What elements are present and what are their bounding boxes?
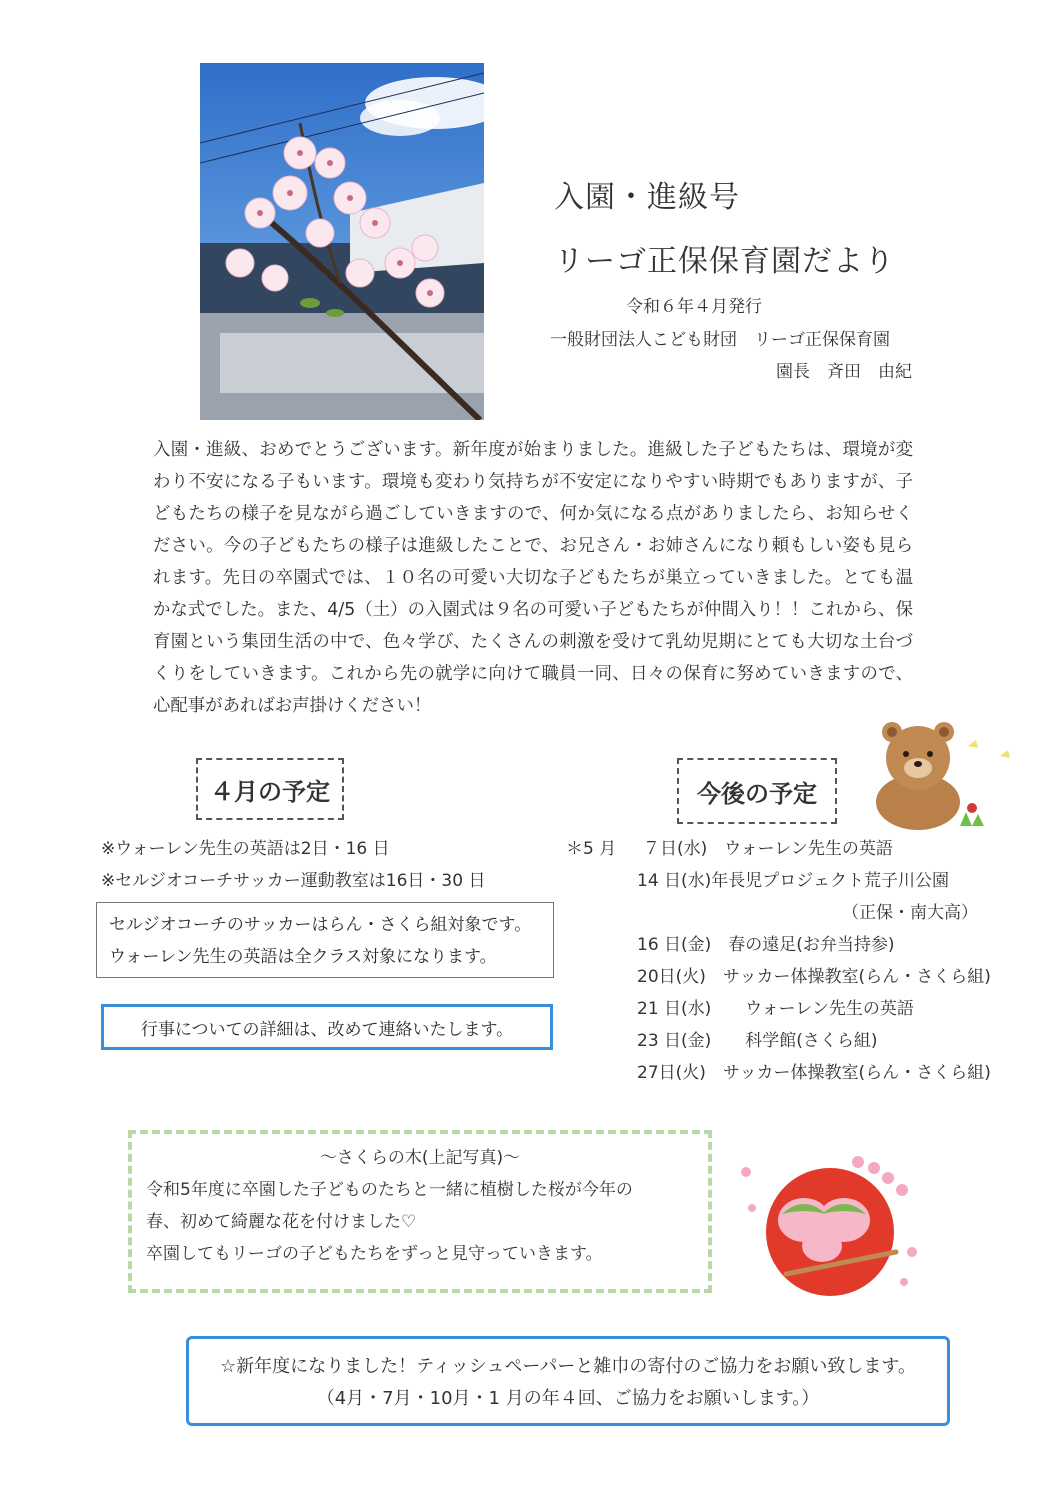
upcoming-item: 23 日(金) 科学館(さくら組): [637, 1031, 878, 1051]
upcoming-item: （正保・南大高）: [842, 903, 978, 923]
issue-date: 令和６年４月発行: [626, 297, 762, 317]
title-line-1: 入園・進級号: [554, 180, 740, 215]
sakura-tree-line: 卒園してもリーゴの子どもたちをずっと見守っていきます。: [146, 1244, 603, 1264]
april-schedule-heading: ４月の予定: [196, 758, 344, 820]
upcoming-item: ７日(水) ウォーレン先生の英語: [643, 839, 893, 859]
target-class-note-line: セルジオコーチのサッカーはらん・さくら組対象です。: [109, 915, 532, 935]
upcoming-item: 20日(火) サッカー体操教室(らん・さくら組): [637, 967, 991, 987]
sakura-tree-line: 令和5年度に卒園した子どものたちと一緒に植樹した桜が今年の: [146, 1180, 633, 1200]
director-name: 園長 斉田 由紀: [776, 362, 912, 382]
cherry-blossom-photo: [200, 63, 484, 420]
donation-request-line: ☆新年度になりました！ティッシュペーパーと雑巾の寄付のご協力をお願い致します。: [220, 1356, 916, 1377]
upcoming-item: 21 日(水) ウォーレン先生の英語: [637, 999, 914, 1019]
sakura-tree-line: 春、初めて綺麗な花を付けました♡: [146, 1212, 417, 1232]
upcoming-month-label: ＊5 月: [566, 839, 617, 859]
organization-name: 一般財団法人こども財団 リーゴ正保保育園: [550, 330, 890, 350]
upcoming-item: 16 日(金) 春の遠足(お弁当持参): [637, 935, 895, 955]
sakura-tree-note: [128, 1130, 712, 1293]
upcoming-item: 27日(火) サッカー体操教室(らん・さくら組): [637, 1063, 991, 1083]
april-item: ※ウォーレン先生の英語は2日・16 日: [101, 839, 390, 859]
greeting-paragraph: 入園・進級、おめでとうございます。新年度が始まりました。進級した子どもたちは、環境が変わり不安になる子もいます。環境も変わり気持ちが不安定になりやすい時期でもありますが、子どもたちの様子を見ながら過ごしていきますので、何か気になる点がありましたら、お知らせください。今の子どもたちの様子は進級したことで、お兄さん・お姉さんになり頼もしい姿も見られます。先日の卒園式では、１０名の可愛い大切な子どもたちが巣立っていきました。とても温かな式でした。また、4/5（土）の入園式は９名の可愛い子どもたちが仲間入り！！これから、保育園という集団生活の中で、色々学び、たくさんの刺激を受けて乳幼児期にとても大切な土台づくりをしていきます。これから先の就学に向けて職員一同、日々の保育に努めていきますので、心配事があればお声掛けください！: [153, 440, 913, 716]
target-class-note-line: ウォーレン先生の英語は全クラス対象になります。: [109, 947, 497, 967]
target-class-note: [96, 902, 554, 978]
details-notice: 行事についての詳細は、改めて連絡いたします。: [101, 1004, 553, 1050]
upcoming-item: 14 日(水)年長児プロジェクト荒子川公園: [637, 871, 949, 891]
donation-request-line: （4月・7月・10月・1 月の年４回、ご協力をお願いします。）: [316, 1388, 820, 1409]
newsletter-title: リーゴ正保保育園だより: [554, 244, 895, 279]
bear-illustration: [860, 716, 1020, 832]
donation-request: [186, 1336, 950, 1426]
april-item: ※セルジオコーチサッカー運動教室は16日・30 日: [101, 871, 486, 891]
sakura-mochi-illustration: [736, 1148, 928, 1298]
sakura-tree-title: ～さくらの木(上記写真)～: [319, 1148, 521, 1168]
upcoming-schedule-heading: 今後の予定: [677, 758, 837, 824]
